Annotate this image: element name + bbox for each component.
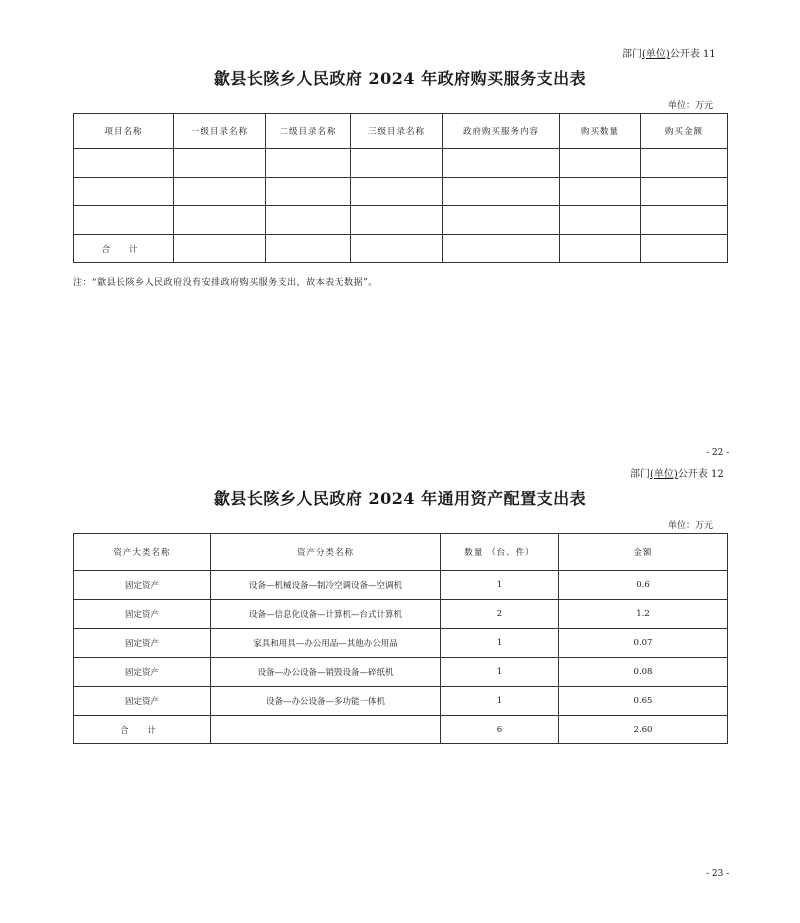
asset-class: 设备—机械设备—制冷空调设备—空调机 (211, 571, 441, 600)
col-header: 数量 （台、件） (441, 534, 559, 571)
table-note: 注：“歙县长陔乡人民政府没有安排政府购买服务支出，故本表无数据”。 (73, 278, 378, 288)
table-row (74, 149, 728, 178)
col-header: 三级目录名称 (351, 114, 443, 149)
asset-amount: 0.6 (559, 571, 728, 600)
asset-allocation-table (73, 533, 728, 744)
col-header: 二级目录名称 (266, 114, 351, 149)
tag-prefix: 部门 (622, 49, 642, 60)
col-header: 政府购买服务内容 (443, 114, 560, 149)
asset-qty: 1 (441, 658, 559, 687)
total-row (74, 235, 728, 263)
asset-category: 固定资产 (74, 571, 211, 600)
tag-prefix: 部门 (630, 469, 650, 480)
col-header: 购买数量 (560, 114, 641, 149)
total-row (74, 716, 728, 744)
col-header: 资产分类名称 (211, 534, 441, 571)
total-label: 合 计 (74, 235, 174, 263)
asset-amount: 0.08 (559, 658, 728, 687)
total-label: 合 计 (74, 716, 211, 744)
table-row (74, 658, 728, 687)
asset-category: 固定资产 (74, 600, 211, 629)
col-header: 购买金额 (641, 114, 728, 149)
asset-amount: 0.07 (559, 629, 728, 658)
page-number-22: - 22 - (706, 448, 730, 458)
table-tag-12 (630, 465, 724, 480)
unit-label-12: 单位：万元 (668, 521, 714, 531)
table-row (74, 629, 728, 658)
table-row (74, 178, 728, 206)
asset-category: 固定资产 (74, 629, 211, 658)
asset-amount: 0.65 (559, 687, 728, 716)
asset-category: 固定资产 (74, 658, 211, 687)
asset-class: 设备—办公设备—多功能一体机 (211, 687, 441, 716)
tag-suffix: 公开表 12 (677, 469, 724, 480)
asset-category: 固定资产 (74, 687, 211, 716)
asset-amount: 1.2 (559, 600, 728, 629)
table-row (74, 206, 728, 235)
asset-class: 家具和用具—办公用品—其他办公用品 (211, 629, 441, 658)
total-qty: 6 (441, 716, 559, 744)
unit-label-11: 单位：万元 (668, 101, 714, 111)
asset-qty: 1 (441, 629, 559, 658)
asset-class: 设备—办公设备—销毁设备—碎纸机 (211, 658, 441, 687)
table-header-row (74, 114, 728, 149)
table-row (74, 687, 728, 716)
asset-qty: 2 (441, 600, 559, 629)
total-amount: 2.60 (559, 716, 728, 744)
table-row (74, 600, 728, 629)
table-row (74, 571, 728, 600)
page-title-11: 歙县长陔乡人民政府 2024 年政府购买服务支出表 (213, 69, 587, 88)
col-header: 一级目录名称 (174, 114, 266, 149)
table-header-row (74, 534, 728, 571)
tag-unit: (单位) (650, 469, 678, 480)
asset-class: 设备—信息化设备—计算机—台式计算机 (211, 600, 441, 629)
page-title-12: 歙县长陔乡人民政府 2024 年通用资产配置支出表 (213, 489, 587, 508)
asset-qty: 1 (441, 571, 559, 600)
page-number-23: - 23 - (706, 869, 730, 879)
tag-unit: (单位) (642, 49, 670, 60)
col-header: 金额 (559, 534, 728, 571)
col-header: 项目名称 (74, 114, 174, 149)
asset-qty: 1 (441, 687, 559, 716)
tag-suffix: 公开表 11 (669, 49, 716, 60)
col-header: 资产大类名称 (74, 534, 211, 571)
purchase-services-table (73, 113, 728, 263)
table-tag-11 (622, 45, 716, 60)
